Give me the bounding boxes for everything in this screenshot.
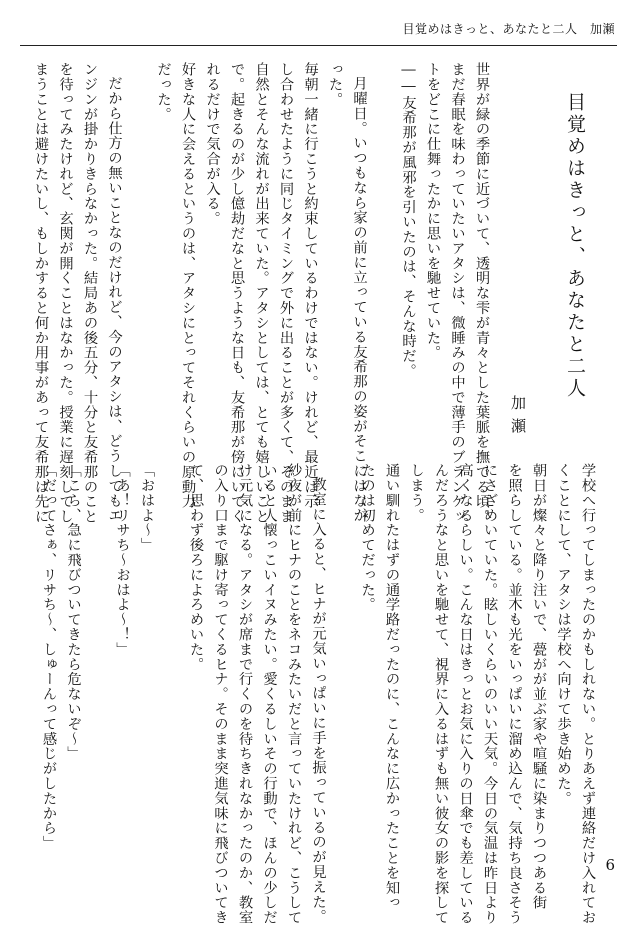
text-line: 「あ！リサち～おはよ～！」 (114, 463, 131, 657)
text-line: 「だってさぁ、リサち～、しゅーんって感じがしたから」 (41, 463, 57, 851)
text-line: れるだけで気合が入る。 (204, 62, 221, 226)
text-line: まだ春眠を味わっていたいアタシは、微睡みの中で薄手のブランケッ (449, 62, 466, 524)
text-line: を照らしている。並木も光をいっぱいに溜め込んで、気持ち良さそう (506, 463, 523, 925)
text-line: った。 (327, 62, 343, 107)
text-line: くことにして、アタシは学校へ向けて歩き始めた。 (555, 463, 572, 806)
text-line: 自然とそんな流れが出来ていた。アタシとしては、とても嬉しいこと (253, 62, 270, 524)
text-line: しまう。 (408, 463, 425, 523)
text-line: 紗夜が前にヒナのことをネコみたいだと言っていたけれど、こうして (286, 463, 302, 925)
text-line: し合わせたように同じタイミングで外に出ることが多くて、そのまま (278, 62, 294, 524)
text-line: 毎朝一緒に行こうと約束しているわけではない。けれど、最近は示 (302, 62, 319, 509)
text-line: 好きな人に会えるというのは、アタシにとってそれくらいの原動力 (180, 62, 196, 509)
text-line: にさざめいていた。眩しいくらいのいい天気。今日の気温は昨日より (482, 463, 498, 925)
text-line: 月曜日。いつもなら家の前に立っている友希那の姿がそこにはなか (351, 76, 368, 524)
text-line: て、思わず後ろによろめいた。 (188, 463, 204, 672)
text-line: 「こら、急に飛びついてきたら危ないぞ～」 (65, 463, 82, 761)
text-line: け元気になる。アタシが席まで行くのを待ちきれなかったのか、教室 (237, 463, 253, 925)
text-line: ――友希那が風邪を引いたのは、そんな時だ。 (400, 62, 417, 379)
text-line: たのは初めてだった。 (359, 463, 376, 612)
text-line: 世界が緑の季節に近づいて、透明な雫が青々とした葉脈を撫でる頃。 (474, 62, 490, 524)
text-line: 「おはよ～」 (139, 463, 155, 553)
text-line: で。起きるのが少し億劫だなと思うような日も、友希那が傍にいてく (229, 62, 245, 524)
text-line: んだろうなと思いを馳せて、視界に入るはずも無い彼女の影を探して (433, 463, 449, 925)
text-line: ンジンが掛かりきらなかった。結局あの後五分、十分と友希那のこと (82, 62, 98, 524)
text-line: まうことは避けたいし、もしかすると何か用事があって友希那は先に (33, 62, 49, 524)
text-line: だから仕方の無いことなのだけれど、今のアタシは、どうしてもエ (106, 76, 123, 524)
header-rule (20, 45, 617, 46)
author-name: 加瀬 (509, 395, 527, 441)
text-line: いると人懐っこいイヌみたい。愛くるしいその行動で、ほんの少しだ (261, 463, 278, 925)
text-line: 教室に入ると、ヒナが元気いっぱいに手を振っているのが見えた。 (310, 477, 327, 925)
text-line: だった。 (155, 62, 172, 122)
running-header: 目覚めはきっと、あなたと二人 加瀬 (402, 22, 615, 36)
text-line: 朝日が燦々と降り注いで、甍がが並ぶ家や喧騒に染まりつつある街 (531, 463, 547, 910)
text-line: 学校へ行ってしまったのかもしれない。とりあえず連絡だけ入れてお (580, 463, 596, 925)
page-number: 6 (605, 856, 615, 874)
story-title: 目覚めはきっと、あなたと二人 (564, 92, 586, 400)
text-line: 高くなるらしい。こんな日はきっとお気に入りの日傘でも差している (457, 463, 474, 925)
text-line: の入り口まで駆け寄ってくるヒナ。そのまま突進気味に飛びついてき (212, 463, 229, 925)
text-line: 通い馴れたはずの通学路だったのに、こんなに広かったことを知っ (384, 463, 400, 910)
text-line: トをどこに仕舞ったかに思いを馳せていた。 (425, 62, 441, 360)
text-line: を待ってみたけれど、玄関が開くことはなかった。授業に遅刻してし (57, 62, 74, 524)
